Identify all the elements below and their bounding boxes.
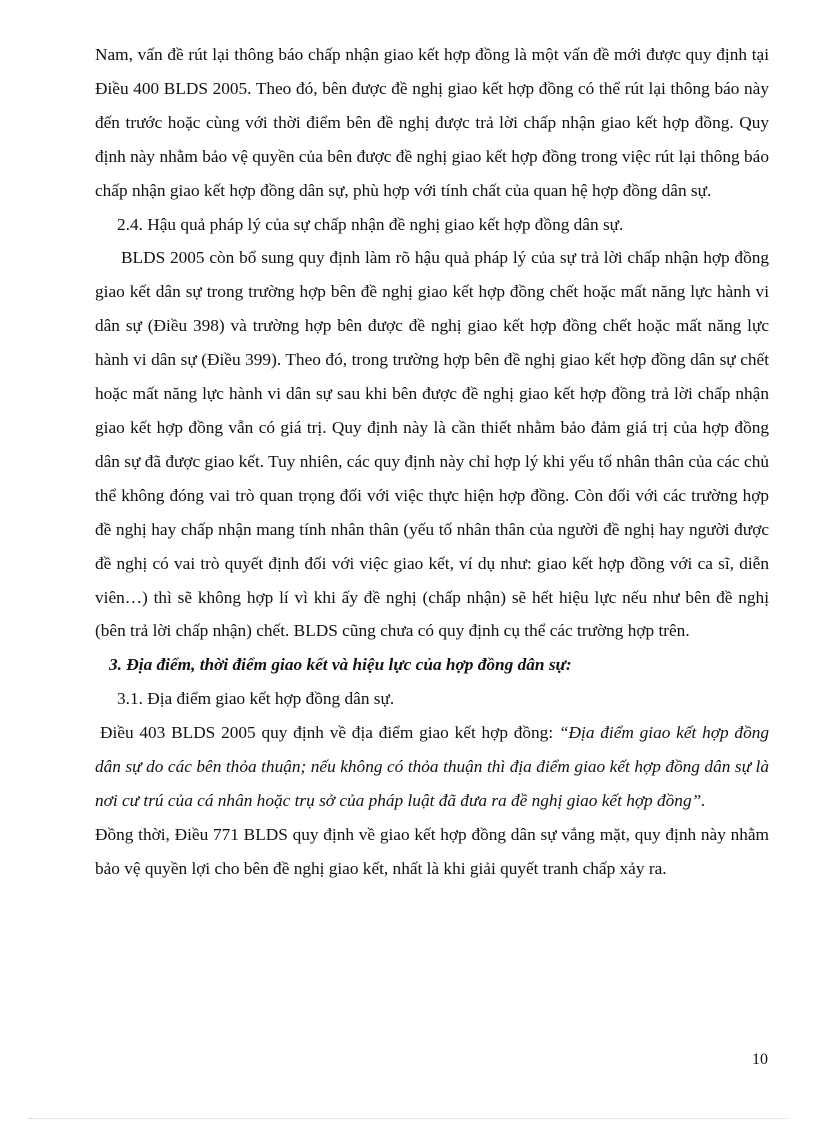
page-number: 10 xyxy=(752,1051,768,1068)
section-heading-3: 3. Địa điểm, thời điểm giao kết và hiệu lực của hợp đồng dân sự: xyxy=(109,655,572,675)
paragraph-article-403 xyxy=(95,716,769,818)
section-heading-2-4: 2.4. Hậu quả pháp lý của sự chấp nhận đề nghị giao kết hợp đồng dân sự. xyxy=(117,214,624,234)
paragraph-legal-consequences: BLDS 2005 còn bổ sung quy định làm rõ hậu quả pháp lý của sự trả lời chấp nhận hợp đồng giao kết dân sự trong trường hợp bên đề nghị giao kết hợp đồng chết hoặc mất năng lực hành vi dân sự (Điều 398) và trường hợp bên được đề nghị giao kết hợp đồng chết hoặc mất năng lực hành vi dân sự (Điều 399). Theo đó, trong trường hợp bên đề nghị giao kết hợp đồng dân sự chết hoặc mất năng lực hành vi dân sự sau khi bên được đề nghị giao kết hợp đồng trả lời chấp nhận giao kết hợp đồng vẫn có giá trị. Quy định này là cần thiết nhằm bảo đảm giá trị của hợp đồng dân sự đã được giao kết. Tuy nhiên, các quy định này chỉ hợp lý khi yếu tố nhân thân của các chủ thể không đóng vai trò quan trọng đối với việc thực hiện hợp đồng. Còn đối với các trường hợp đề nghị hay chấp nhận mang tính nhân thân (yếu tố nhân thân của người đề nghị hay người được đề nghị có vai trò quyết định đối với việc giao kết, ví dụ như: giao kết hợp đồng với ca sĩ, diễn viên…) thì sẽ không hợp lí vì khi ấy đề nghị (chấp nhận) sẽ hết hiệu lực nếu như bên đề nghị (bên trả lời chấp nhận) chết. BLDS cũng chưa có quy định cụ thể các trường hợp trên. xyxy=(95,248,769,641)
article-403-lead: Điều 403 BLDS 2005 quy định về địa điểm giao kết hợp đồng: xyxy=(100,723,559,743)
article-403-quote: “Địa điểm giao kết hợp đồng dân sự do các bên thỏa thuận; nếu không có thỏa thuận thì địa điểm giao kết hợp đồng dân sự là nơi cư trú của cá nhân hoặc trụ sở của pháp luật đã đưa ra đề nghị giao kết hợp đồng”. xyxy=(95,723,769,810)
paragraph-withdrawal-acceptance: Nam, vấn đề rút lại thông báo chấp nhận giao kết hợp đồng là một vấn đề mới được quy định tại Điều 400 BLDS 2005. Theo đó, bên được đề nghị giao kết hợp đồng có thể rút lại thông báo này đến trước hoặc cùng với thời điểm bên đề nghị được trả lời chấp nhận giao kết hợp đồng. Quy định này nhằm bảo vệ quyền của bên được đề nghị giao kết hợp đồng trong việc rút lại thông báo chấp nhận giao kết hợp đồng dân sự, phù hợp với tính chất của quan hệ hợp đồng dân sự. xyxy=(95,45,769,200)
section-heading-3-1: 3.1. Địa điểm giao kết hợp đồng dân sự. xyxy=(117,689,395,709)
paragraph-article-771: Đồng thời, Điều 771 BLDS quy định về giao kết hợp đồng dân sự vắng mặt, quy định này nhằm bảo vệ quyền lợi cho bên đề nghị giao kết, nhất là khi giải quyết tranh chấp xảy ra. xyxy=(95,824,769,878)
footer-divider xyxy=(28,1118,788,1119)
document-page xyxy=(95,38,769,886)
